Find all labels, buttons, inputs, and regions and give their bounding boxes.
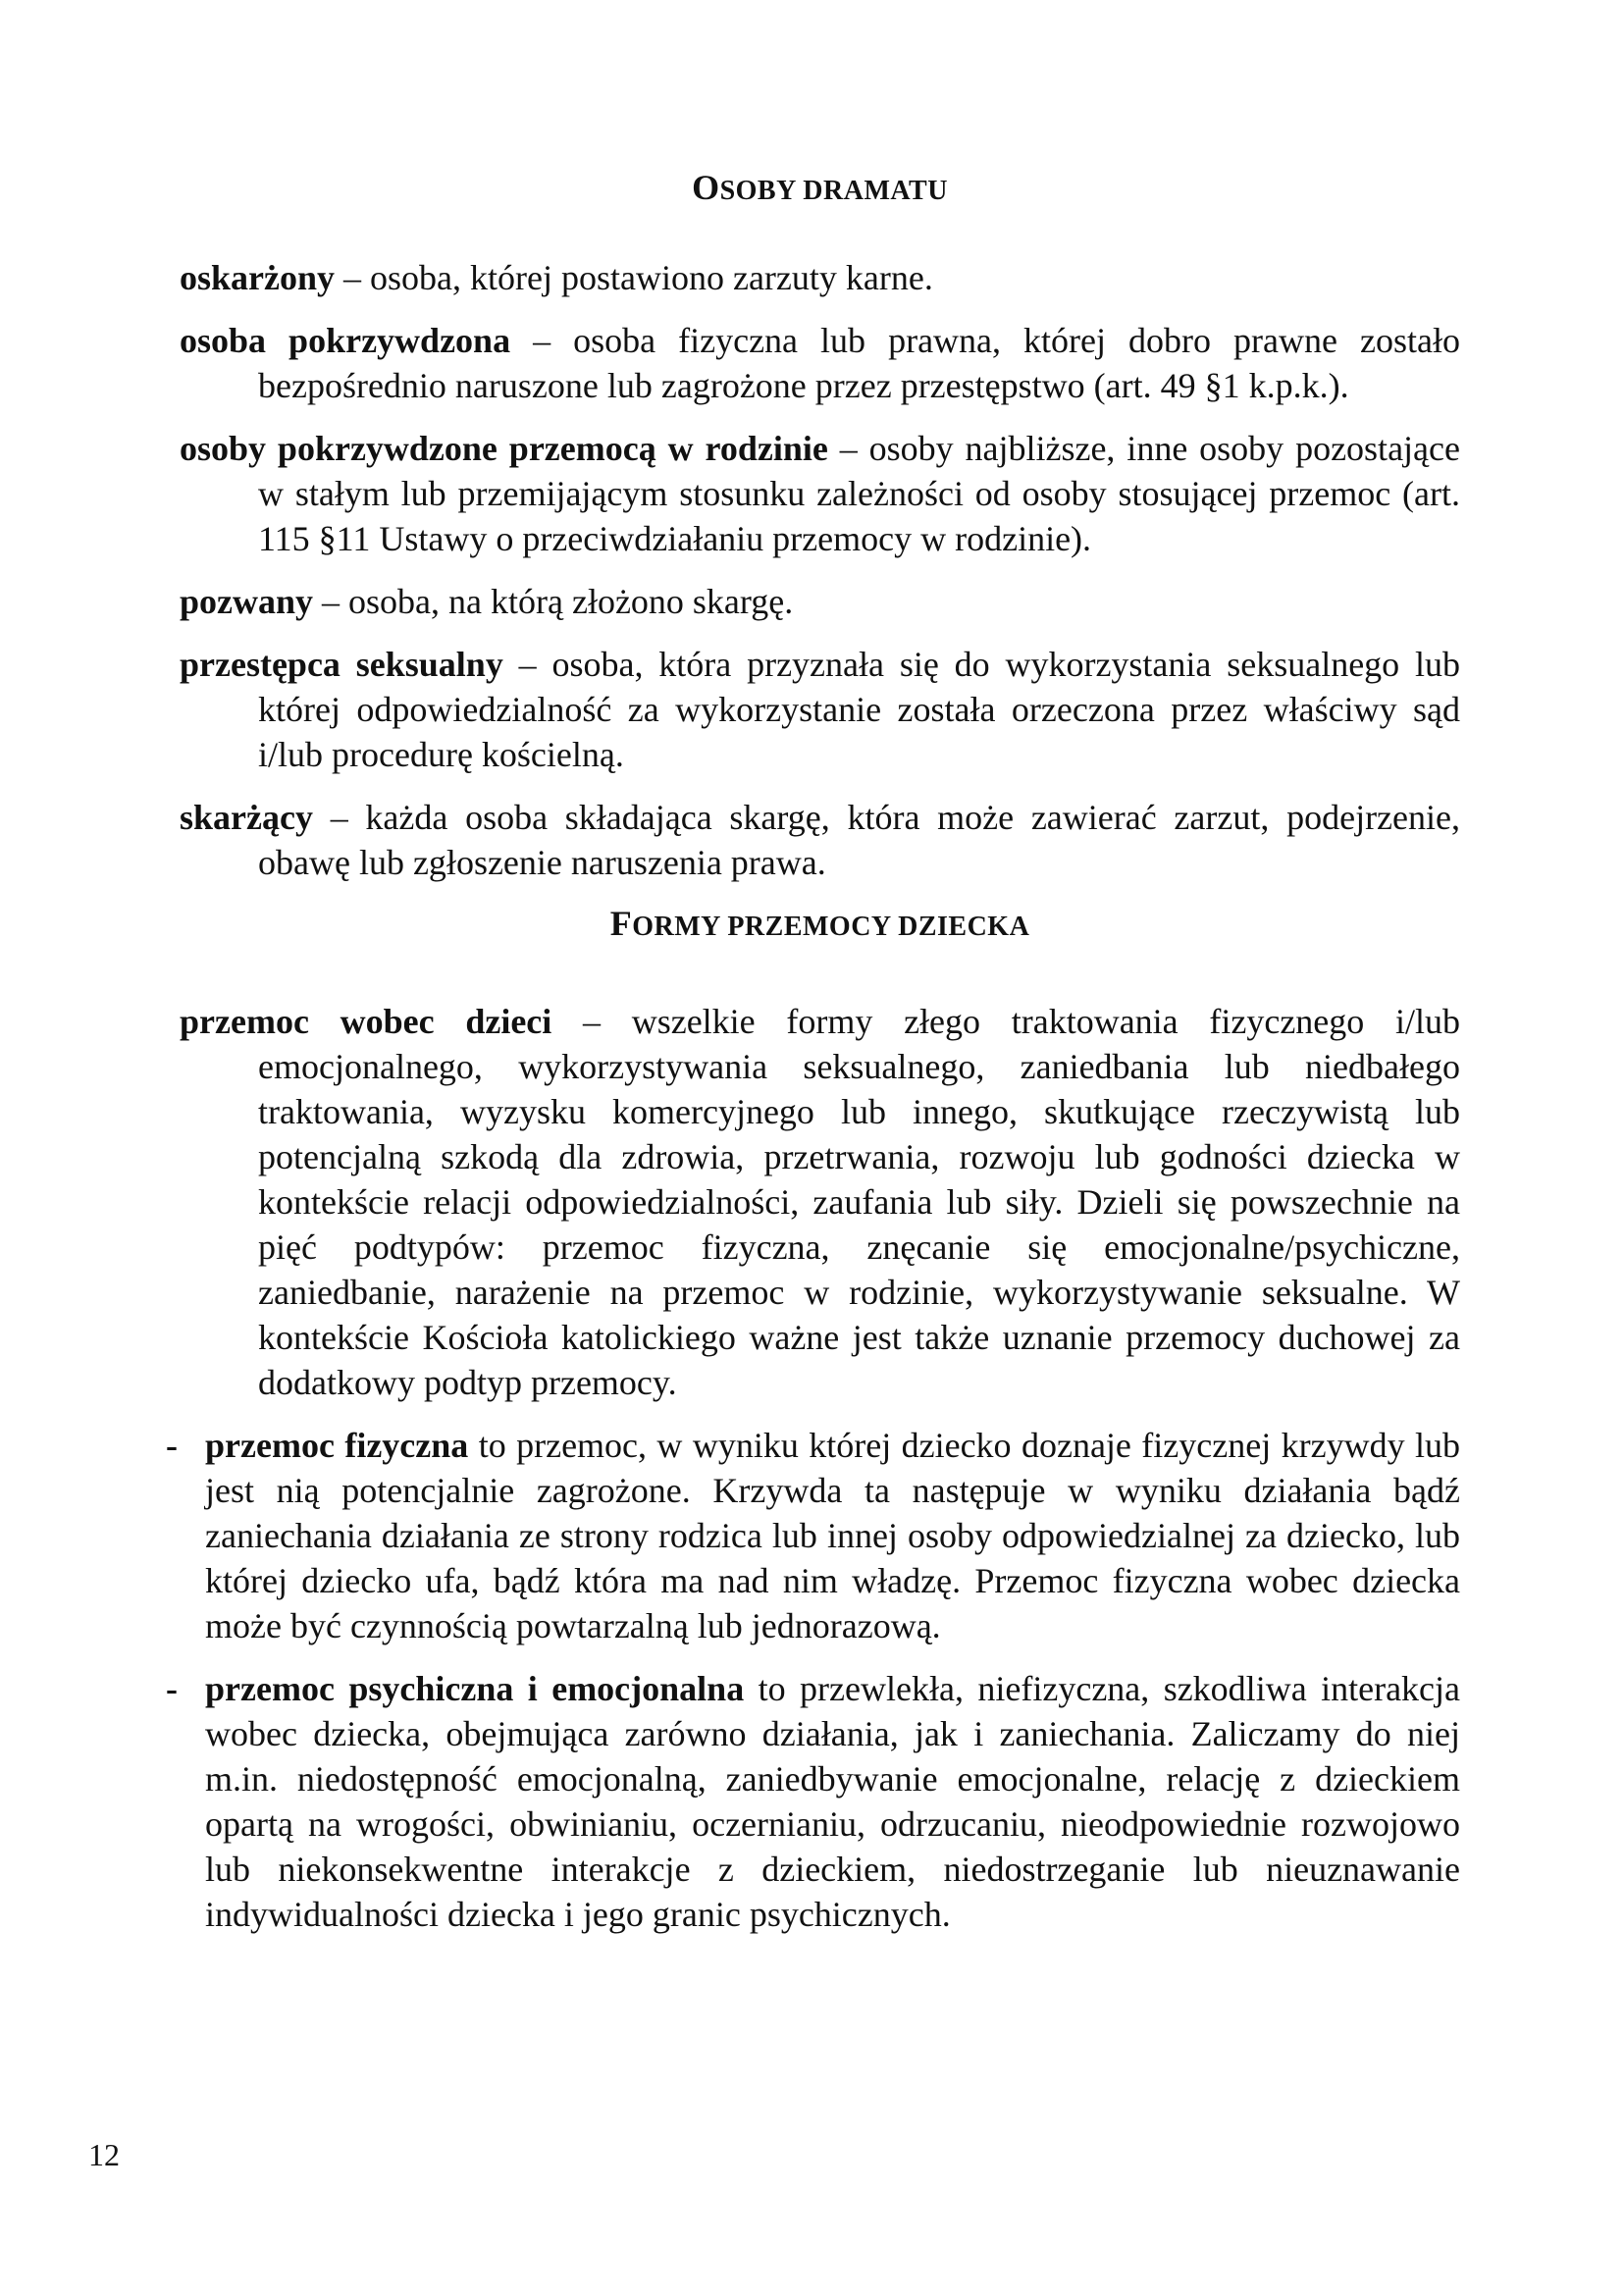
definition-osoba-pokrzywdzona xyxy=(180,318,1460,408)
bullet-dash: - xyxy=(166,1669,178,1708)
definition-osoby-pokrzywdzone-przemoca xyxy=(180,426,1460,561)
definition-skarzacy xyxy=(180,795,1460,885)
bullet-przemoc-psychiczna xyxy=(166,1666,1460,1937)
heading-initial: O xyxy=(692,168,720,207)
section-heading-osoby-dramatu xyxy=(180,167,1460,208)
heading-rest: ORMY PRZEMOCY DZIECKA xyxy=(632,912,1030,942)
bullet-term: przemoc psychiczna i emocjonalna xyxy=(205,1669,745,1708)
bullet-text: to przemoc, w wyniku której dziecko doznaje fizycznej krzywdy lub jest nią potencjalnie zagrożone. Krzywda ta następuje w wyniku działania bądź zaniechania działania ze strony rodzica lub innej osoby odpowiedzialnej za dziecko, lub której dziecko ufa, bądź która ma nad nim władzę. Przemoc fizyczna wobec dziecka może być czynnością powtarzalną lub jednorazową. xyxy=(205,1426,1460,1645)
definition-text: – każda osoba składająca skargę, która może zawierać zarzut, podejrzenie, obawę lub zgłoszenie naruszenia prawa. xyxy=(258,798,1460,882)
heading-initial: F xyxy=(609,904,633,943)
bullet-dash: - xyxy=(166,1426,178,1465)
definition-text: – osoba, na którą złożono skargę. xyxy=(313,582,794,621)
page-number: 12 xyxy=(88,2137,120,2172)
definition-term: pozwany xyxy=(180,582,314,621)
definition-text: – wszelkie formy złego traktowania fizycznego i/lub emocjonalnego, wykorzystywania seksualnego, zaniedbania lub niedbałego traktowania, wyzysku komercyjnego lub innego, skutkujące rzeczywistą lub potencjalną szkodą dla zdrowia, przetrwania, rozwoju lub godności dziecka w kontekście relacji odpowiedzialności, zaufania lub siły. Dzieli się powszechnie na pięć podtypów: przemoc fizyczna, znęcanie się emocjonalne/psychiczne, zaniedbanie, narażenie na przemoc w rodzinie, wykorzystywanie seksualne. W kontekście Kościoła katolickiego ważne jest także uznanie przemocy duchowej za dodatkowy podtyp przemocy. xyxy=(258,1002,1460,1402)
definition-term: oskarżony xyxy=(180,258,336,297)
definition-przestepca-seksualny xyxy=(180,642,1460,777)
definition-text: – osoby najbliższe, inne osoby pozostające w stałym lub przemijającym stosunku zależności od osoby stosującej przemoc (art. 115 §11 Ustawy o przeciwdziałaniu przemocy w rodzinie). xyxy=(258,429,1460,558)
definition-pozwany xyxy=(180,579,1460,624)
page-content xyxy=(166,167,1460,1955)
definition-oskarzony xyxy=(180,255,1460,300)
definition-term: osoba pokrzywdzona xyxy=(180,321,511,360)
definition-term: przemoc wobec dzieci xyxy=(180,1002,552,1041)
definition-term: skarżący xyxy=(180,798,313,837)
heading-rest: SOBY DRAMATU xyxy=(719,176,948,206)
section-heading-formy-przemocy xyxy=(180,903,1460,944)
definition-text: – osoba, której postawiono zarzuty karne. xyxy=(335,258,933,297)
bullet-przemoc-fizyczna xyxy=(166,1423,1460,1648)
bullet-term: przemoc fizyczna xyxy=(205,1426,469,1465)
definition-przemoc-wobec-dzieci xyxy=(180,999,1460,1405)
definition-term: przestępca seksualny xyxy=(180,645,503,684)
definition-term: osoby pokrzywdzone przemocą w rodzinie xyxy=(180,429,828,468)
definition-text: – osoba, która przyznała się do wykorzystania seksualnego lub której odpowiedzialność za wykorzystanie została orzeczona przez właściwy sąd i/lub procedurę kościelną. xyxy=(258,645,1460,774)
definition-text: – osoba fizyczna lub prawna, której dobro prawne zostało bezpośrednio naruszone lub zagrożone przez przestępstwo (art. 49 §1 k.p.k.). xyxy=(258,321,1460,405)
bullet-text: to przewlekła, niefizyczna, szkodliwa interakcja wobec dziecka, obejmująca zarówno działania, jak i zaniechania. Zaliczamy do niej m.in. niedostępność emocjonalną, zaniedbywanie emocjonalne, relację z dzieckiem opartą na wrogości, obwinianiu, oczernianiu, odrzucaniu, nieodpowiednie rozwojowo lub niekonsekwentne interakcje z dzieckiem, niedostrzeganie lub nieuznawanie indywidualności dziecka i jego granic psychicznych. xyxy=(205,1669,1460,1934)
